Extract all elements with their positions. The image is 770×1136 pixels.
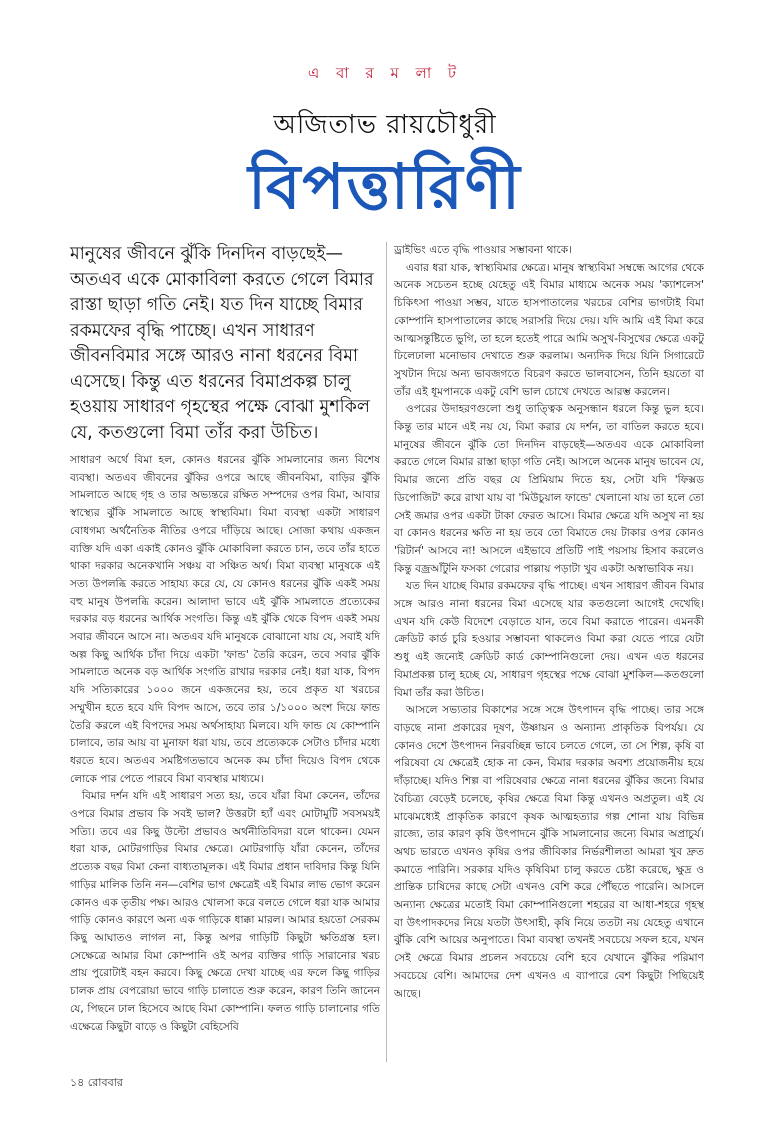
author-byline: অজিতাভ রায়চৌধুরী (273, 110, 497, 140)
left-paragraph-1: সাধারণ অর্থে বিমা হল, কোনও ধরনের ঝুঁকি সামলানোর জন্য বিশেষ ব্যবস্থা। অতএব জীবনের ঝুঁকির ওপরে আছে জীবনবিমা, বাড়ির ঝুঁকি সামলাতে আছে গৃহ ও তার অভ্যন্তরে রক্ষিত সম্পদের ওপর বিমা, আবার স্বাস্থ্যের ঝুঁকি সামলাতে আছে স্বাস্থ্যবিমা। বিমা ব্যবস্থা একটা সাধারণ বোধগম্য অর্থনৈতিক নীতির ওপরে দাঁড়িয়ে আছে। সোজা কথায় একজন ব্যক্তি যদি একা একাই কোনও ঝুঁকি মোকাবিলা করতে চান, তবে তাঁর হাতে থাকা দরকার অনেকখানি সঞ্চয় বা সঞ্চিত অর্থ। বিমা ব্যবস্থা মানুষকে এই সত্য উপলব্ধি করতে সাহায্য করে যে, যে কোনও ধরনের ঝুঁকি একই সময় বহু মানুষ উপলব্ধি করেন। আলাদা ভাবে এই ঝুঁকি সামলাতে প্রত্যেকের দরকার বড় ধরনের আর্থিক সংগতি। কিন্তু এই ঝুঁকি থেকে বিপদ একই সময় সবার জীবনে আসে না। অতএব যদি মানুষকে বোঝানো যায় যে, সবাই যদি অল্প কিছু আর্থিক চাঁদা দিয়ে একটা 'ফান্ড' তৈরি করেন, তবে সবার ঝুঁকি সামলাতে অনেক বড় আর্থিক সংগতি রাখার দরকার নেই। ধরা যাক, বিপদ যদি সত্যিকারের ১০০০ জনে একজনের হয়, তবে প্রকৃত যা খরচের সম্মুখীন হতে হবে যদি বিপদ আসে, তবে তার ১/১০০০ অংশ দিয়ে ফান্ড তৈরি করলে এই বিপদের সময় অর্থসাহায্য মিলবে। যদি ফান্ড যে কোম্পানি চালাবে, তার আয় বা মুনাফা ধরা যায়, তবে প্রত্যেককে সেটাও চাঁদার মধ্যে ধরতে হবে। অতএব সমষ্টিগতভাবে অনেক কম চাঁদা দিয়েও বিপদ থেকে লোকে পার পেতে পারবে বিমা ব্যবস্থার মাধ্যমে। (70, 454, 380, 785)
right-paragraph-1: ড্রাইভিং এতে বৃদ্ধি পাওয়ার সম্ভাবনা থাকে। (394, 244, 572, 256)
section-kicker: এ বা র ম লা ট (307, 64, 463, 82)
right-paragraph-5: আসলে সভ্যতার বিকাশের সঙ্গে সঙ্গে উৎপাদন বৃদ্ধি পাচ্ছে। তার সঙ্গে বাড়ছে নানা প্রকারের দূষণ, উষ্ণায়ন ও অন্যান্য প্রাকৃতিক বিপর্যয়। যে কোনও দেশে উৎপাদন নিরবচ্ছিন্ন ভাবে চলতে গেলে, তা সে শিল্প, কৃষি বা পরিষেবা যে ক্ষেত্রেই হোক না কেন, বিমার দরকার অবশ্য প্রয়োজনীয় হয়ে দাঁড়াচ্ছে। যদিও শিল্প বা পরিষেবার ক্ষেত্রে নানা ধরনের ঝুঁকির জন্যে বিমার বৈচিত্র্য বেড়েই চলেছে, কৃষির ক্ষেত্রে বিমা কিন্তু এখনও অপ্রতুল। এই যে মাঝেমধ্যেই প্রাকৃতিক কারণে কৃষক আত্মহত্যার গল্প শোনা যায় বিভিন্ন রাজ্যে, তার কারণ কৃষি উৎপাদনে ঝুঁকি সামলানোর জন্যে বিমার অপ্রাচুর্য। অথচ ভারতে এখনও কৃষির ওপর জীবিকার নির্ভরশীলতা আমরা খুব দ্রুত কমাতে পারিনি। সরকার যদিও কৃষিবিমা চালু করতে চেষ্টা করেছে, ক্ষুদ্র ও প্রান্তিক চাষিদের কাছে সেটা এখনও বেশি করে পৌঁছতে পারেনি। আসলে অন্যান্য ক্ষেত্রের মতোই বিমা কোম্পানিগুলো শহরের বা আধা-শহরে গৃহস্থ বা উৎপাদকদের নিয়ে যতটা উৎসাহী, কৃষি নিয়ে ততটা নয় যেহেতু এখানে ঝুঁকি বেশি আয়ের অনুপাতে। বিমা ব্যবস্থা তখনই সবচেয়ে সফল হবে, যখন সেই ক্ষেত্রে বিমার প্রচলন সবচেয়ে বেশি হবে যেখানে ঝুঁকির পরিমাণ সবচেয়ে বেশি। আমাদের দেশ এখনও এ ব্যাপারে বেশ কিছুটা পিছিয়েই আছে। (394, 704, 704, 1000)
standfirst: মানুষের জীবনে ঝুঁকি দিনদিন বাড়ছেই—অতএব একে মোকাবিলা করতে গেলে বিমার রাস্তা ছাড়া গতি নেই। যত দিন যাচ্ছে বিমার রকমফের বৃদ্ধি পাচ্ছে। এখন সাধারণ জীবনবিমার সঙ্গে আরও নানা ধরনের বিমা এসেছে। কিন্তু এত ধরনের বিমাপ্রকল্প চালু হওয়ায় সাধারণ গৃহস্থের পক্ষে বোঝা মুশকিল যে, কতগুলো বিমা তাঁর করা উচিত। (70, 244, 374, 443)
right-paragraph-3: ওপরের উদাহরণগুলো শুধু তাত্ত্বিক অনুসন্ধান ধরলে কিন্তু ভুল হবে। কিন্তু তার মানে এই নয় যে, বিমা করার যে দর্শন, তা বাতিল করতে হবে। মানুষের জীবনে ঝুঁকি তো দিনদিন বাড়ছেই—অতএব একে মোকাবিলা করতে গেলে বিমার রাস্তা ছাড়া গতি নেই। আসলে অনেক মানুষ ভাবেন যে, বিমার জন্যে প্রতি বছর যে প্রিমিয়াম দিতে হয়, সেটা যদি 'ফিক্সড ডিপোজিট' করে রাখা যায় বা 'মিউচুয়াল ফান্ডে' খেলানো যায় তা হলে তো সেই জমার ওপর একটা টাকা ফেরত আসে। বিমার ক্ষেত্রে যদি অসুখ না হয় বা কোনও ধরনের ক্ষতি না হয় তবে তো বিমাতে দেয় টাকার ওপর কোনও 'রিটার্ন' আসবে না! আসলে এইভাবে প্রতিটি পাই পয়সায় হিসাব করলেও কিন্তু বজ্রআঁটুনি ফসকা গেরোর পাল্লায় পড়াটা খুব একটা অস্বাভাবিক নয়। (394, 403, 704, 575)
column-divider (386, 242, 387, 1062)
right-column (394, 242, 704, 1072)
left-paragraph-2: বিমার দর্শন যদি এই সাধারণ সত্য হয়, তবে যাঁরা বিমা কেনেন, তাঁদের ওপরে বিমার প্রভাব কি সবই ভাল? উত্তরটা হ্যাঁ এবং মোটামুটি সবসময়ই সত্যি। তবে এর কিছু উল্টো প্রভাবও অর্থনীতিবিদরা বলে থাকেন। যেমন ধরা যাক, মোটরগাড়ির বিমার ক্ষেত্রে। মোটরগাড়ি যাঁরা কেনেন, তাঁদের প্রত্যেক বছর বিমা কেনা বাধ্যতামূলক। এই বিমার প্রধান দাবিদার কিন্তু যিনি গাড়ির মালিক তিনি নন—বেশির ভাগ ক্ষেত্রেই এই বিমার লাভ ভোগ করেন কোনও এক তৃতীয় পক্ষ। আরও খোলসা করে বলতে গেলে ধরা যাক আমার গাড়ি কোনও কারণে অন্য এক গাড়িকে ধাক্কা মারল। আমার হয়তো সেরকম কিছু আঘাতও লাগল না, কিন্তু অপর গাড়িটি কিছুটা ক্ষতিগ্রস্ত হল। সেক্ষেত্রে আমার বিমা কোম্পানি ওই অপর ব্যক্তির গাড়ি সারানোর খরচ প্রায় পুরোটাই বহন করবে। কিছু ক্ষেত্রে দেখা যাচ্ছে এর ফলে কিছু গাড়ির চালক প্রায় বেপরোয়া ভাবে গাড়ি চালাতে শুরু করেন, কারণ তিনি জানেন যে, পিছনে ঢাল হিসেবে আছে বিমা কোম্পানি। ফলত গাড়ি চালানোর গতি এক্ষেত্রে কিছুটা বাড়ে ও কিছুটা বেহিসেবি (70, 790, 380, 1033)
article-title: বিপত্তারিণী (248, 150, 522, 223)
page-folio: ১৪ রোববার (70, 1076, 123, 1089)
left-column (70, 452, 380, 1072)
right-paragraph-4: যত দিন যাচ্ছে বিমার রকমফের বৃদ্ধি পাচ্ছে। এখন সাধারণ জীবন বিমার সঙ্গে আরও নানা ধরনের বিমা এসেছে যার কতগুলো আগেই দেখেছি। এখন যদি কেউ বিদেশে বেড়াতে যান, তবে বিমা করাতে পারেন। এমনকী ক্রেডিট কার্ড চুরি হওয়ার সম্ভাবনা থাকলেও বিমা করা যেতে পারে যেটা শুধু এই জন্যেই ক্রেডিট কার্ড কোম্পানিগুলো দেয়। এখন এত ধরনের বিমাপ্রকল্প চালু হচ্ছে যে, সাধারণ গৃহস্থের পক্ষে বোঝা মুশকিল—কতগুলো বিমা তাঁর করা উচিত। (394, 580, 704, 699)
right-paragraph-2: এবার ধরা যাক, স্বাস্থ্যবিমার ক্ষেত্রে। মানুষ স্বাস্থ্যবিমা সম্বন্ধে আগের থেকে অনেক সচেতন হচ্ছে যেহেতু এই বিমার মাধ্যমে অনেক সময় 'ক্যাশলেস' চিকিৎসা পাওয়া সম্ভব, যাতে হাসপাতালের খরচের বেশির ভাগটাই বিমা কোম্পানি হাসপাতালের কাছে সরাসরি দিয়ে দেয়। যদি আমি এই বিমা করে আত্মসন্তুষ্টিতে ভুগি, তা হলে হতেই পারে আমি অসুখ-বিসুখের ক্ষেত্রে একটু ঢিলেঢালা মনোভাব দেখাতে শুরু করলাম। অন্যদিক দিয়ে যিনি সিগারেটে সুখটান দিয়ে অন্য ভাবজগতে বিচরণ করতে ভালবাসেন, তিনি হয়তো বা তাঁর এই ধূমপানকে একটু বেশি ভাল চোখে দেখতে আরম্ভ করলেন। (394, 261, 704, 398)
